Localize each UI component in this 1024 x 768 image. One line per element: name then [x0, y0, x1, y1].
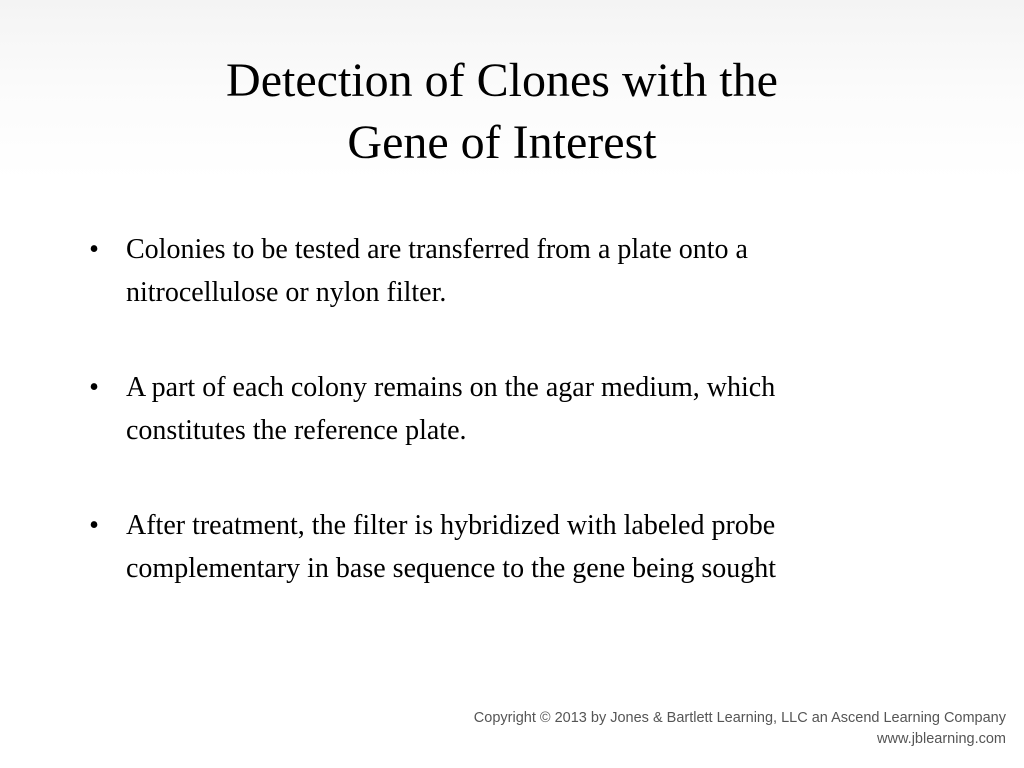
slide-title-line-1: Detection of Clones with the — [226, 54, 778, 107]
bullet-text-1-line-2: nitrocellulose or nylon filter. — [126, 277, 447, 308]
bullet-item-1 — [84, 228, 944, 314]
bullet-text-1-line-1: Colonies to be tested are transferred from a plate onto a — [126, 234, 748, 265]
bullet-item-3 — [84, 504, 944, 590]
slide-title — [100, 50, 904, 174]
bullet-text-3-line-1: After treatment, the filter is hybridized with labeled probe — [126, 510, 776, 541]
bullet-text-2-line-1: A part of each colony remains on the agar medium, which — [126, 372, 776, 403]
copyright-footer — [386, 708, 1006, 750]
bullet-item-2 — [84, 366, 944, 452]
bullet-text-2-line-2: constitutes the reference plate. — [126, 415, 467, 446]
bullet-text-3-line-2: complementary in base sequence to the gene being sought — [126, 553, 777, 584]
slide-title-line-2: Gene of Interest — [347, 116, 657, 169]
bullet-marker-icon: • — [89, 510, 99, 541]
copyright-text: Copyright © 2013 by Jones & Bartlett Learning, LLC an Ascend Learning Company — [473, 710, 1006, 726]
bullet-list — [84, 228, 944, 642]
bullet-marker-icon: • — [89, 372, 99, 403]
publisher-website: www.jblearning.com — [877, 731, 1006, 747]
bullet-marker-icon: • — [89, 234, 99, 265]
